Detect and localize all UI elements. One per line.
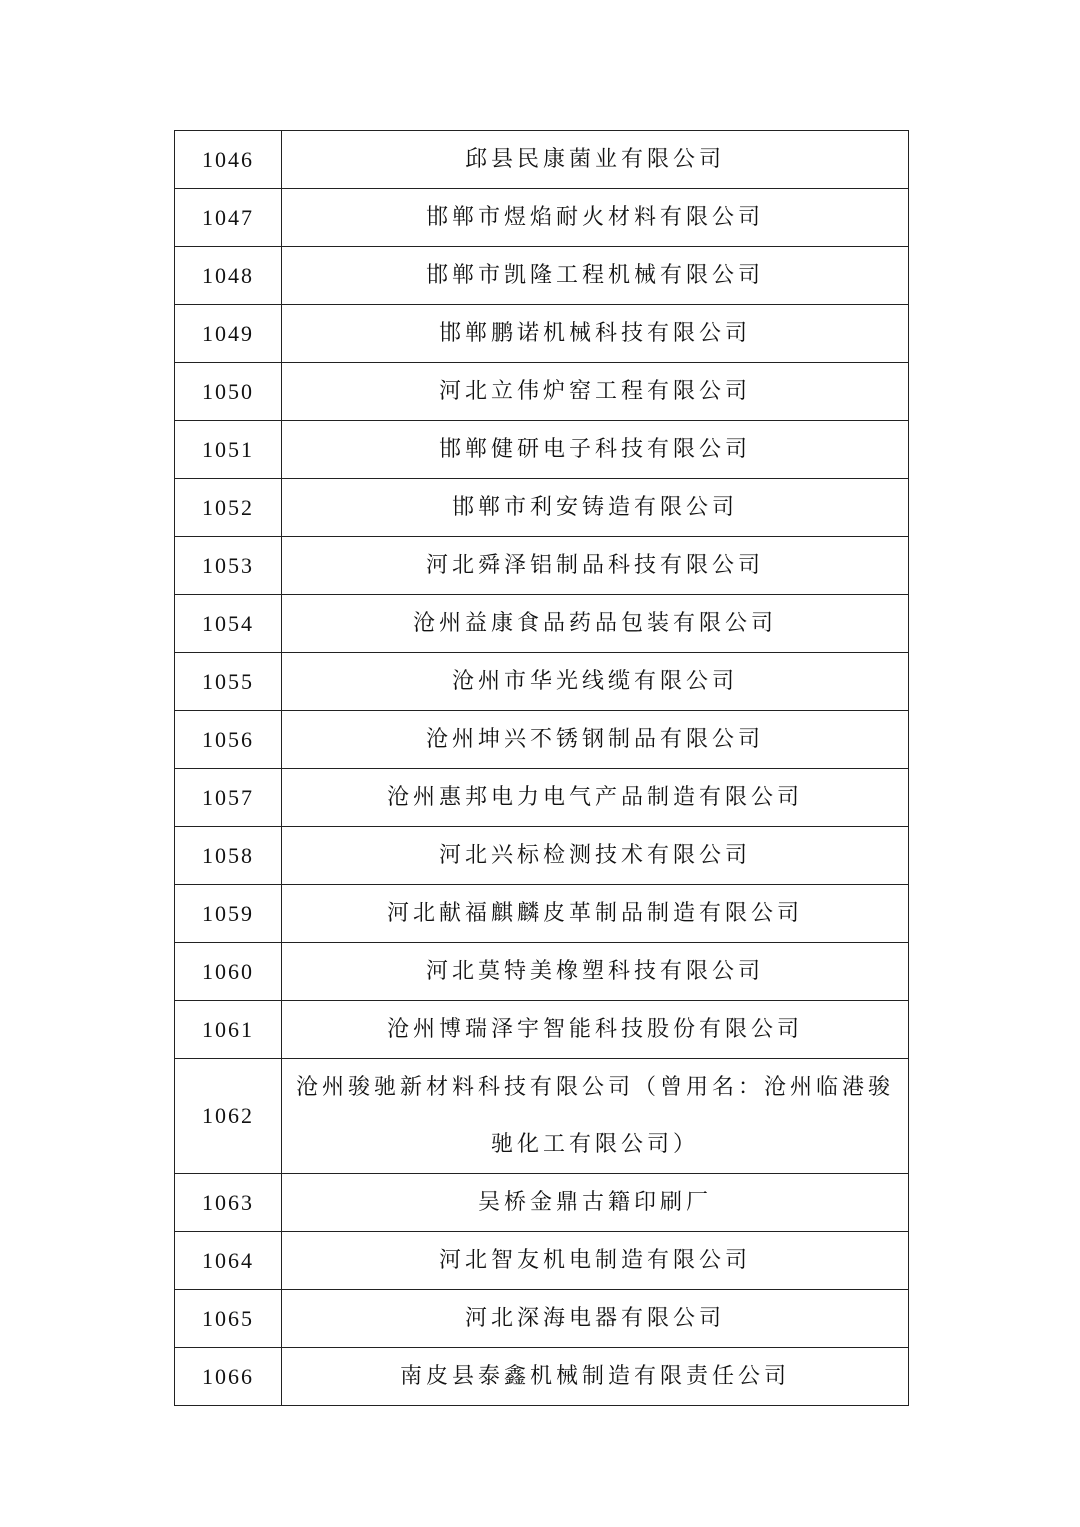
- company-name: 邱县民康菌业有限公司: [282, 131, 909, 189]
- row-number: 1048: [175, 247, 282, 305]
- company-name: 沧州博瑞泽宇智能科技股份有限公司: [282, 1001, 909, 1059]
- row-number: 1061: [175, 1001, 282, 1059]
- row-number: 1056: [175, 711, 282, 769]
- row-number: 1062: [175, 1059, 282, 1174]
- company-name: 河北莫特美橡塑科技有限公司: [282, 943, 909, 1001]
- table-row: [175, 247, 909, 305]
- company-name: 邯郸鹏诺机械科技有限公司: [282, 305, 909, 363]
- table-row: [175, 711, 909, 769]
- company-name: 沧州益康食品药品包装有限公司: [282, 595, 909, 653]
- row-number: 1049: [175, 305, 282, 363]
- row-number: 1050: [175, 363, 282, 421]
- table-row: [175, 537, 909, 595]
- company-name: 南皮县泰鑫机械制造有限责任公司: [282, 1348, 909, 1406]
- row-number: 1065: [175, 1290, 282, 1348]
- company-name: 河北献福麒麟皮革制品制造有限公司: [282, 885, 909, 943]
- table-row: [175, 1348, 909, 1406]
- table-row: [175, 421, 909, 479]
- row-number: 1060: [175, 943, 282, 1001]
- table-row: [175, 1232, 909, 1290]
- company-name: 邯郸市凯隆工程机械有限公司: [282, 247, 909, 305]
- row-number: 1063: [175, 1174, 282, 1232]
- table-row: [175, 885, 909, 943]
- table-row: [175, 363, 909, 421]
- company-name: 沧州骏驰新材料科技有限公司（曾用名：沧州临港骏驰化工有限公司）: [282, 1059, 909, 1174]
- table-row: [175, 131, 909, 189]
- row-number: 1059: [175, 885, 282, 943]
- table-row: [175, 189, 909, 247]
- row-number: 1052: [175, 479, 282, 537]
- table-row: [175, 1290, 909, 1348]
- row-number: 1057: [175, 769, 282, 827]
- row-number: 1047: [175, 189, 282, 247]
- company-name: 吴桥金鼎古籍印刷厂: [282, 1174, 909, 1232]
- table-row: [175, 1059, 909, 1174]
- company-name: 河北舜泽铝制品科技有限公司: [282, 537, 909, 595]
- row-number: 1054: [175, 595, 282, 653]
- table-row: [175, 827, 909, 885]
- table-row: [175, 769, 909, 827]
- company-name: 沧州惠邦电力电气产品制造有限公司: [282, 769, 909, 827]
- table-row: [175, 305, 909, 363]
- company-table: [174, 130, 909, 1406]
- row-number: 1064: [175, 1232, 282, 1290]
- table-row: [175, 653, 909, 711]
- company-name: 沧州市华光线缆有限公司: [282, 653, 909, 711]
- table-row: [175, 1001, 909, 1059]
- company-name: 邯郸市利安铸造有限公司: [282, 479, 909, 537]
- row-number: 1066: [175, 1348, 282, 1406]
- company-name: 河北兴标检测技术有限公司: [282, 827, 909, 885]
- row-number: 1046: [175, 131, 282, 189]
- company-name: 邯郸健研电子科技有限公司: [282, 421, 909, 479]
- company-name: 河北立伟炉窑工程有限公司: [282, 363, 909, 421]
- table-row: [175, 479, 909, 537]
- row-number: 1051: [175, 421, 282, 479]
- row-number: 1058: [175, 827, 282, 885]
- table-row: [175, 943, 909, 1001]
- company-table-container: [174, 130, 908, 1406]
- company-name: 河北深海电器有限公司: [282, 1290, 909, 1348]
- company-name: 邯郸市煜焰耐火材料有限公司: [282, 189, 909, 247]
- company-name: 沧州坤兴不锈钢制品有限公司: [282, 711, 909, 769]
- table-row: [175, 595, 909, 653]
- row-number: 1053: [175, 537, 282, 595]
- company-name: 河北智友机电制造有限公司: [282, 1232, 909, 1290]
- table-row: [175, 1174, 909, 1232]
- row-number: 1055: [175, 653, 282, 711]
